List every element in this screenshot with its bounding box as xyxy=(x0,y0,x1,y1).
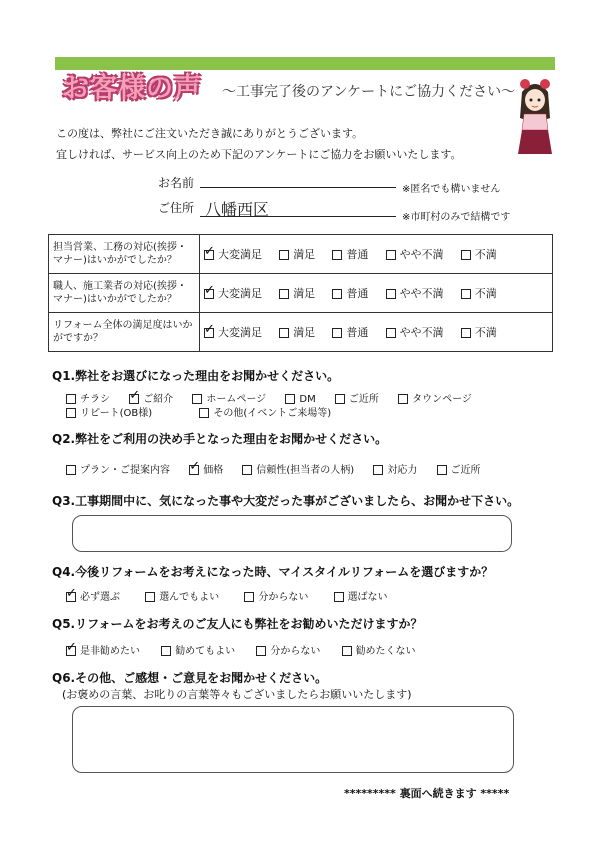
rating-option[interactable]: 満足 xyxy=(279,246,315,262)
q5-option[interactable]: 勧めたくない xyxy=(342,642,416,657)
q1-option[interactable]: その他(イベントご来場等) xyxy=(199,404,331,419)
checkbox-checked[interactable] xyxy=(129,394,139,404)
checkbox[interactable] xyxy=(398,394,408,404)
intro-line-2: 宜しければ、サービス向上のため下記のアンケートにご協力をお願いいたします。 xyxy=(56,148,462,161)
checkbox[interactable] xyxy=(461,289,471,299)
satisfaction-question: 職人、施工業者の対応(挨拶・マナー)はいかがでしたか？ xyxy=(49,274,200,313)
rating-option[interactable]: 不満 xyxy=(461,324,497,340)
checkbox[interactable] xyxy=(192,394,202,404)
q5-option[interactable]: 分からない xyxy=(256,642,320,657)
q6-subtitle: (お褒めの言葉、お叱りの言葉等々もございましたらお願いいたします) xyxy=(62,688,412,701)
q4-option[interactable]: ✓必ず選ぶ xyxy=(66,588,120,603)
satisfaction-question: 担当営業、工務の対応(挨拶・マナー)はいかがでしたか？ xyxy=(49,235,200,274)
name-label: お名前 xyxy=(158,176,195,190)
satisfaction-options xyxy=(200,274,553,313)
q1-options-row-1 xyxy=(66,390,488,405)
address-field[interactable] xyxy=(200,216,396,217)
q2-option[interactable]: ✓ 価格 xyxy=(189,461,223,476)
address-label: ご住所 xyxy=(158,201,195,215)
checkbox[interactable] xyxy=(386,289,396,299)
satisfaction-options xyxy=(200,235,553,274)
q2-option[interactable]: 信頼性(担当者の人柄) xyxy=(242,461,354,476)
rating-option[interactable]: ✓ 大変満足 xyxy=(204,285,262,301)
q4-option[interactable]: 分からない xyxy=(244,588,308,603)
q5-option[interactable]: ✓是非勧めたい xyxy=(66,642,140,657)
q1-options-row-2 xyxy=(66,404,347,419)
checkbox[interactable] xyxy=(285,394,295,404)
name-field[interactable] xyxy=(200,187,396,188)
checkbox[interactable] xyxy=(279,328,289,338)
checkbox[interactable] xyxy=(66,408,76,418)
satisfaction-row xyxy=(49,313,553,352)
checkbox[interactable] xyxy=(145,592,155,602)
q4-option[interactable]: 選んでもよい xyxy=(145,588,219,603)
checkbox[interactable] xyxy=(242,465,252,475)
q1-option[interactable]: チラシ xyxy=(66,390,110,405)
rating-option[interactable]: ✓ 大変満足 xyxy=(204,246,262,262)
rating-option[interactable]: 不満 xyxy=(461,285,497,301)
checkbox[interactable] xyxy=(256,646,266,656)
q6-title: Q6.その他、ご感想・ご意見をお聞かせください。 xyxy=(52,671,328,685)
checkbox[interactable] xyxy=(437,465,447,475)
checkbox[interactable] xyxy=(161,646,171,656)
address-note: ※市町村のみで結構です xyxy=(402,212,511,223)
satisfaction-row xyxy=(49,274,553,313)
checkbox[interactable] xyxy=(279,289,289,299)
checkbox[interactable] xyxy=(461,328,471,338)
q6-answer-area[interactable] xyxy=(72,706,514,773)
q2-title: Q2.弊社をご利用の決め手となった理由をお聞かせください。 xyxy=(52,432,388,446)
q1-option[interactable]: DM xyxy=(285,394,315,405)
q1-option[interactable]: ✓ ご紹介 xyxy=(129,390,173,405)
q1-option[interactable]: ホームページ xyxy=(192,390,266,405)
checkbox[interactable] xyxy=(334,592,344,602)
q4-title: Q4.今後リフォームをお考えになった時、マイスタイルリフォームを選びますか？ xyxy=(52,565,494,579)
checkbox[interactable] xyxy=(342,646,352,656)
continued-note: ********* 裏面へ続きます ***** xyxy=(344,787,510,800)
rating-option[interactable]: 普通 xyxy=(332,324,368,340)
q2-option[interactable]: 対応力 xyxy=(373,461,417,476)
checkbox-checked[interactable] xyxy=(66,646,76,656)
satisfaction-table xyxy=(48,234,553,352)
rating-option[interactable]: 普通 xyxy=(332,285,368,301)
satisfaction-row xyxy=(49,235,553,274)
checkbox-checked[interactable] xyxy=(204,328,214,338)
rating-option[interactable]: やや不満 xyxy=(386,246,444,262)
checkbox[interactable] xyxy=(244,592,254,602)
checkbox[interactable] xyxy=(461,250,471,260)
q4-options xyxy=(66,588,404,603)
rating-option[interactable]: やや不満 xyxy=(386,324,444,340)
checkbox[interactable] xyxy=(335,394,345,404)
rating-option[interactable]: 不満 xyxy=(461,246,497,262)
intro-line-1: この度は、弊社にご注文いただき誠にありがとうございます。 xyxy=(56,127,364,140)
q2-option[interactable]: ご近所 xyxy=(437,461,481,476)
q1-title: Q1.弊社をお選びになった理由をお聞かせください。 xyxy=(52,369,340,383)
page-subtitle: 〜工事完了後のアンケートにご協力ください〜 xyxy=(222,84,516,100)
rating-option[interactable]: やや不満 xyxy=(386,285,444,301)
checkbox[interactable] xyxy=(332,250,342,260)
checkbox[interactable] xyxy=(199,408,209,418)
checkbox-checked[interactable] xyxy=(66,592,76,602)
rating-option[interactable]: 普通 xyxy=(332,246,368,262)
checkbox[interactable] xyxy=(386,250,396,260)
checkbox-checked[interactable] xyxy=(189,465,199,475)
q1-option[interactable]: タウンページ xyxy=(398,390,472,405)
girl-mascot-icon xyxy=(512,78,558,156)
checkbox[interactable] xyxy=(279,250,289,260)
q5-option[interactable]: 勧めてもよい xyxy=(161,642,235,657)
checkbox-checked[interactable] xyxy=(204,250,214,260)
q3-answer-area[interactable] xyxy=(72,515,512,552)
satisfaction-options xyxy=(200,313,553,352)
checkbox[interactable] xyxy=(386,328,396,338)
q5-title: Q5.リフォームをお考えのご友人にも弊社をお勧めいただけますか？ xyxy=(52,617,423,631)
checkbox-checked[interactable] xyxy=(204,289,214,299)
rating-option[interactable]: 満足 xyxy=(279,285,315,301)
q5-options xyxy=(66,642,432,657)
q4-option[interactable]: 選ばない xyxy=(334,588,388,603)
q2-option[interactable]: プラン・ご提案内容 xyxy=(66,461,170,476)
satisfaction-question: リフォーム全体の満足度はいかがですか？ xyxy=(49,313,200,352)
rating-option[interactable]: 満足 xyxy=(279,324,315,340)
rating-option[interactable]: ✓ 大変満足 xyxy=(204,324,262,340)
checkbox[interactable] xyxy=(373,465,383,475)
name-note: ※匿名でも構いません xyxy=(402,184,501,195)
q2-options xyxy=(66,461,497,476)
checkbox[interactable] xyxy=(332,328,342,338)
q1-option[interactable]: ご近所 xyxy=(335,390,379,405)
checkbox[interactable] xyxy=(66,465,76,475)
q1-option[interactable]: リピート(OB様) xyxy=(66,404,152,419)
address-value: 八幡西区 xyxy=(205,200,270,219)
checkbox[interactable] xyxy=(66,394,76,404)
page-title: お客様の声 xyxy=(62,73,202,104)
checkbox[interactable] xyxy=(332,289,342,299)
q3-title: Q3.工事期間中に、気になった事や大変だった事がございましたら、お聞かせ下さい。 xyxy=(52,494,520,508)
